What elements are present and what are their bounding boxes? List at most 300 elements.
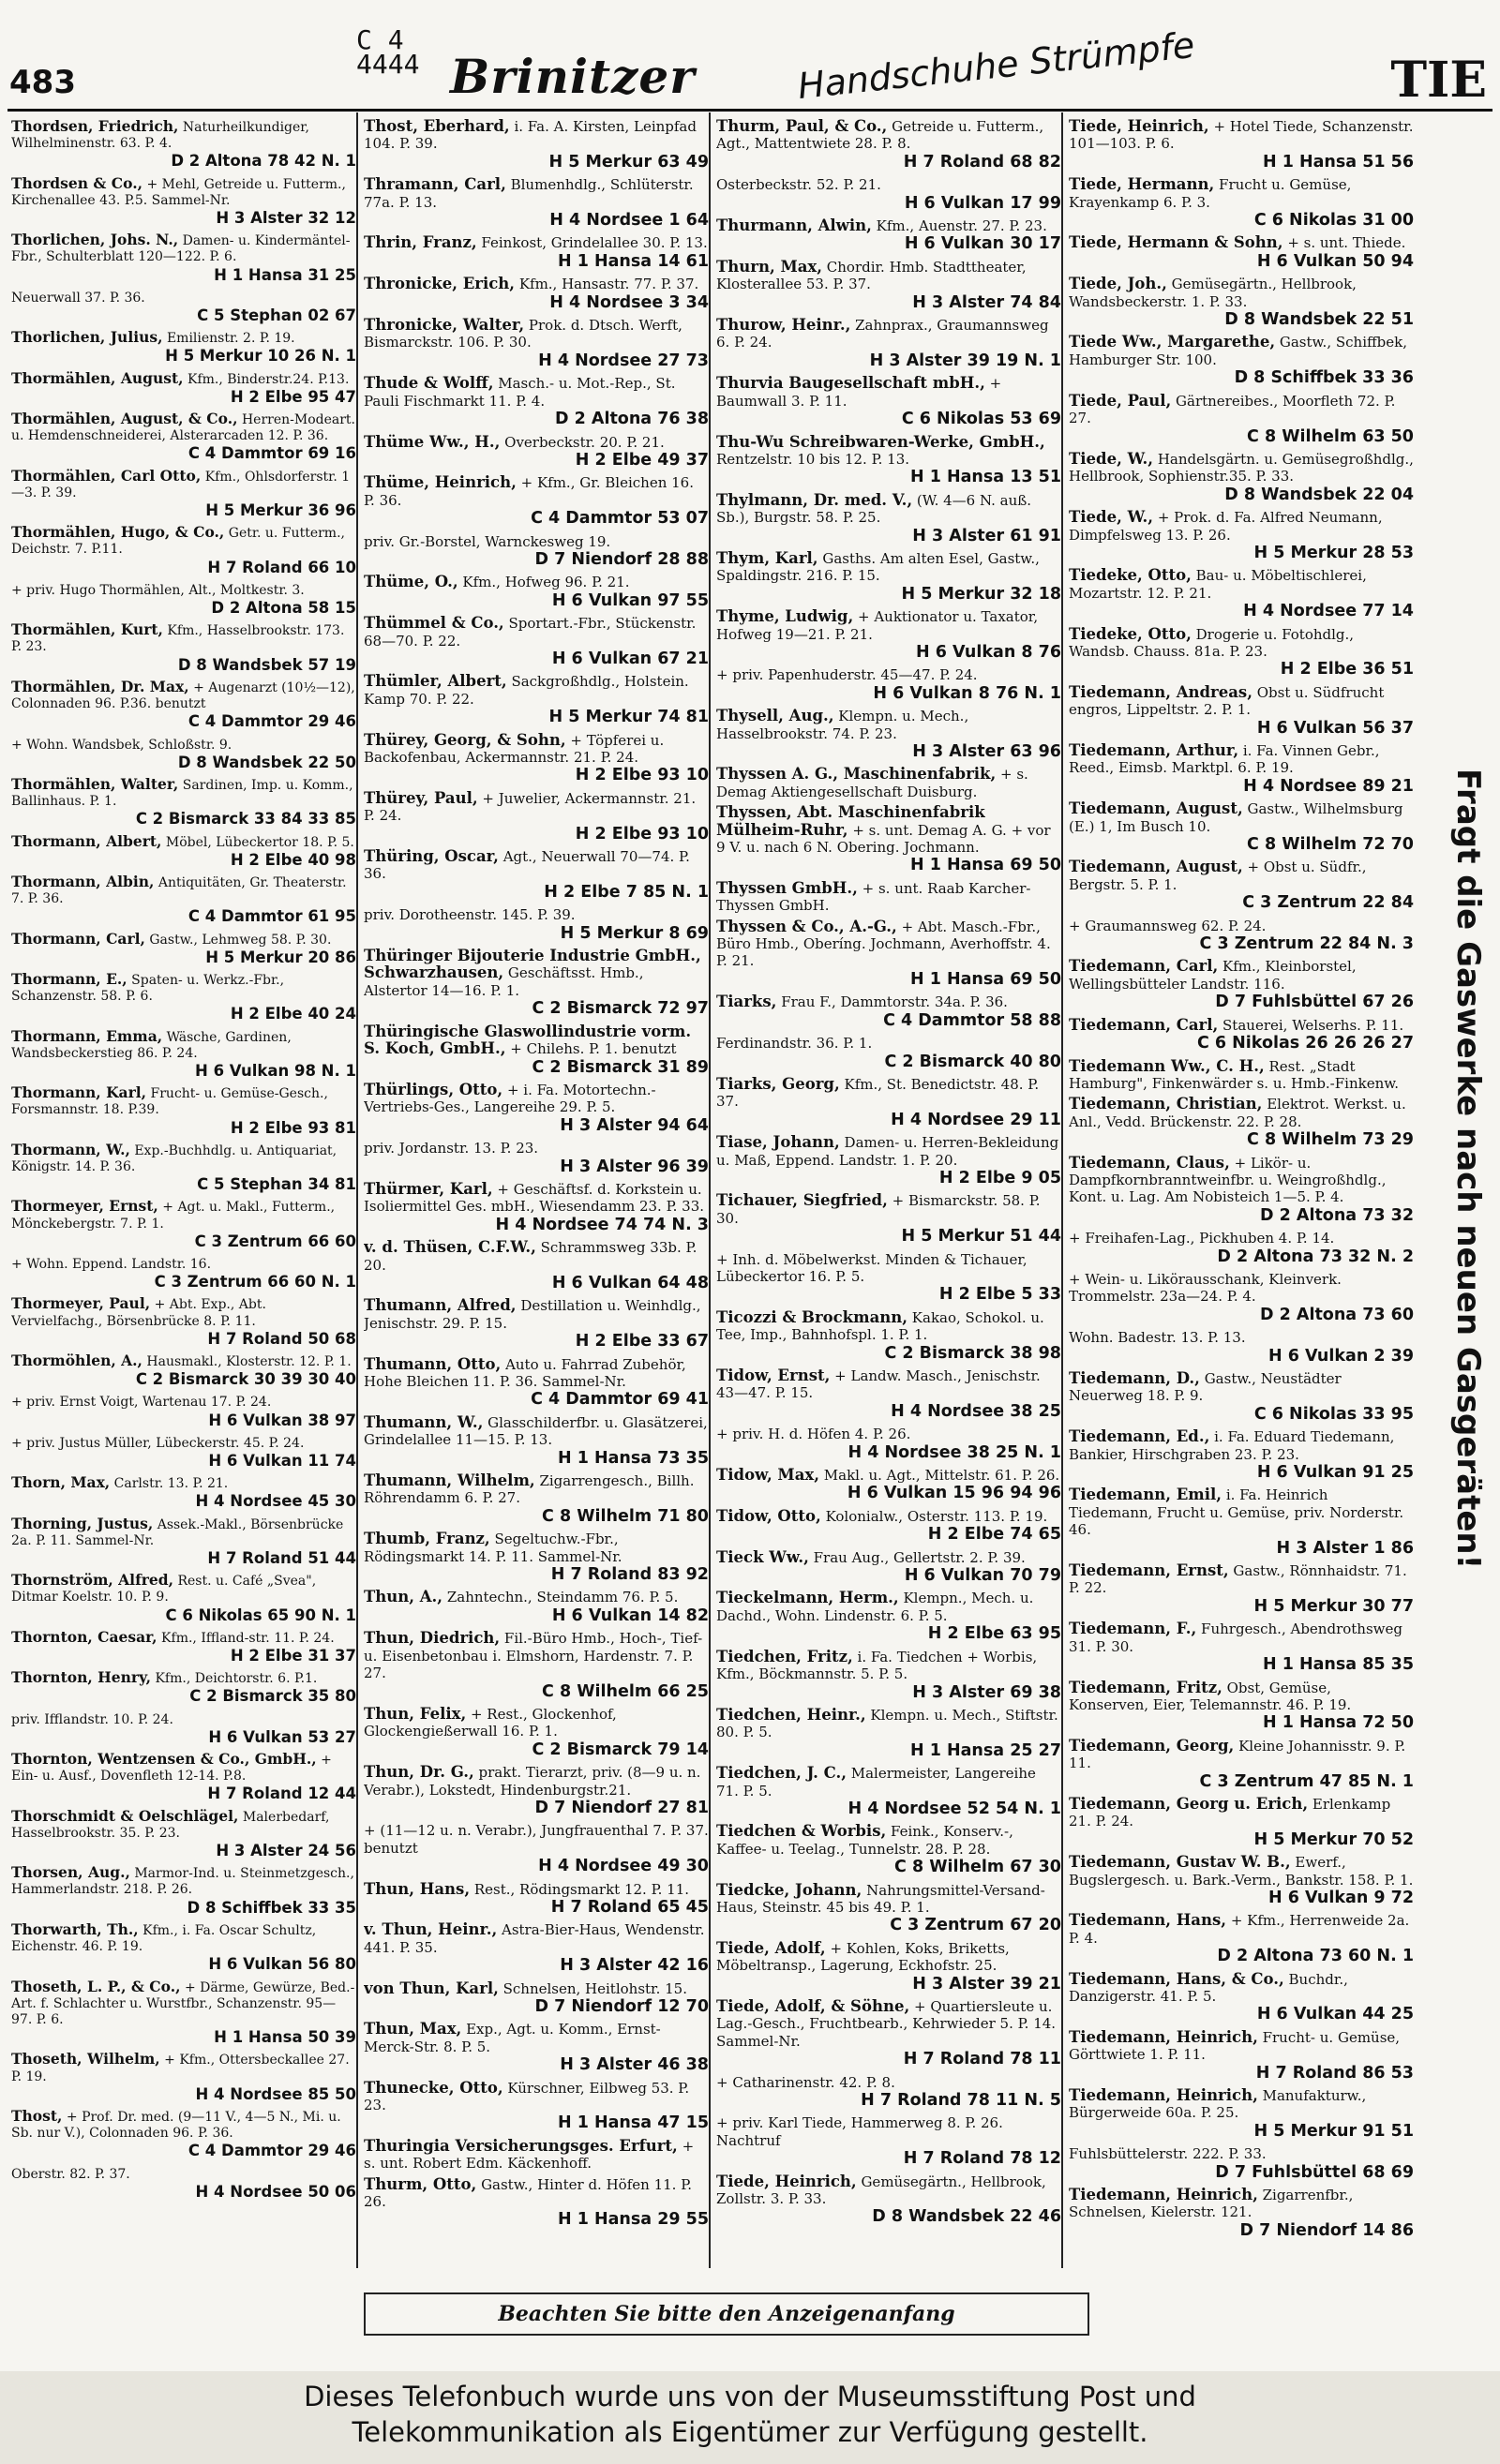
directory-entry [364,375,709,429]
directory-entry [716,259,1061,313]
entry-details: Sardinen, Imp. u. Komm., Ballinhaus. P. 1. [11,777,353,810]
directory-entry [716,118,1061,172]
directory-entry [716,993,1061,1031]
entry-text [716,1134,1061,1169]
entry-name: Tiedemann, Heinrich, [1069,2186,1258,2204]
entry-details: Gastw., Neustädter Neuerweg 18. P. 9. [1069,1370,1342,1405]
entry-text [1069,334,1414,368]
directory-entry [11,1669,356,1706]
entry-phone: H 6 Vulkan 8 76 N. 1 [873,683,1061,703]
directory-entry [364,176,709,231]
entry-details: Kakao, Schokol. u. Tee, Imp., Bahnhofspl. 1. P. 1. [716,1308,1044,1344]
entry-name: Thormählen, Carl Otto, [11,466,202,485]
entry-details: Naturheilkundiger, Wilhelminenstr. 63. P. 4. [11,120,309,152]
entry-text [364,790,709,825]
directory-entry [1069,509,1414,563]
entry-name: Tiede, W., [1069,449,1154,468]
entry-details: + Ein- u. Ausf., Dovenfleth 12-14. P.8. [11,1753,332,1785]
directory-entry [11,874,356,927]
entry-text [1069,393,1414,427]
directory-entry [364,434,709,471]
entry-name: Thormählen, Kurt, [11,620,163,639]
entry-text [364,615,709,650]
entry-details: Frau Aug., Gellertstr. 2. P. 39. [813,1548,1026,1566]
directory-entry [1069,1854,1414,1908]
entry-name: Thormählen, Dr. Max, [11,677,189,695]
entry-name: Tiarks, [716,993,777,1011]
directory-entry [1069,1738,1414,1792]
entry-phone: C 5 Stephan 34 81 [197,1175,356,1194]
directory-entry [11,1352,356,1389]
entry-phone: D 8 Wandsbek 22 51 [1224,310,1414,330]
directory-entry [364,1531,709,1585]
entry-text [364,375,709,410]
entry-details: Gastw., Wilhelmsburg (E.) 1, Im Busch 10. [1069,800,1403,835]
entry-phone: H 4 Nordsee 85 50 [195,2084,356,2103]
entry-details: + Kfm., Herrenweide 2a. P. 4. [1069,1912,1410,1947]
entry-text [364,1921,709,1956]
directory-entry [11,1921,356,1975]
entry-phone: H 7 Roland 68 82 [903,152,1061,172]
entry-text [716,608,1061,643]
directory-entry [11,175,356,229]
entry-details: + Catharinenstr. 42. P. 8. [716,2073,895,2091]
entry-phone: H 2 Elbe 93 81 [230,1118,356,1137]
entry-text [11,1255,356,1273]
entry-details: i. Fa. Heinrich Tiedemann, Frucht u. Gemüse, priv. Norderstr. 46. [1069,1486,1404,1539]
entry-details: Segeltuchw.-Fbr., Rödingsmarkt 14. P. 11. Sammel-Nr. [364,1531,622,1565]
entry-name: Thuringia Versicherungsges. Erfurt, [364,2136,678,2155]
entry-text [1069,684,1414,719]
directory-entry [716,2114,1061,2169]
entry-text [11,1710,356,1728]
entry-phone: H 5 Merkur 8 69 [560,923,709,943]
directory-entry [364,948,709,1020]
entry-text [364,848,709,883]
entry-text [716,1823,1061,1858]
entry-name: Thordsen, Friedrich, [11,118,179,135]
directory-entry [11,1084,356,1138]
entry-text [716,766,1061,800]
entry-details: priv. Gr.-Borstel, Warnckesweg 19. [364,532,611,550]
entry-text [11,524,356,558]
entry-text [11,1669,356,1687]
entry-details: + Kfm., Ottersbeckallee 27. P. 19. [11,2053,350,2084]
entry-text [1069,1738,1414,1772]
entry-name: Thurvia Baugesellschaft mbH., [716,374,985,393]
entry-name: Thorwarth, Th., [11,1919,139,1938]
entry-phone: H 2 Elbe 33 67 [575,1332,709,1351]
entry-text [716,1882,1061,1917]
footer-line-1: Dieses Telefonbuch wurde uns von der Museumsstiftung Post und [304,2381,1196,2412]
entry-name: Thormann, W., [11,1140,130,1158]
entry-text [364,533,709,550]
column-divider [709,112,711,2268]
entry-details: Frucht- u. Gemüse, Görttwiete 1. P. 11. [1069,2028,1401,2064]
entry-text [11,118,356,152]
entry-text [716,2114,1061,2149]
entry-phone: H 6 Vulkan 30 17 [904,234,1061,254]
entry-details: Schnelsen, Heitlohstr. 15. [502,1979,687,1997]
entry-details: Buchdr., Danzigerstr. 41. P. 5. [1069,1970,1348,2005]
directory-entry [364,2080,709,2134]
entry-phone: C 2 Bismarck 40 80 [884,1052,1061,1071]
directory-entry [11,776,356,829]
entry-details: Zigarrenfbr., Schnelsen, Kielerstr. 121. [1069,2187,1354,2221]
entry-phone: D 7 Fuhlsbüttel 68 69 [1215,2162,1414,2182]
directory-entry [364,848,709,903]
entry-name: Thorlichen, Julius, [11,328,163,347]
entry-details: priv. Jordanstr. 13. P. 23. [364,1140,539,1157]
directory-entry [1069,2145,1414,2183]
entry-details: + Wohn. Wandsbek, Schloßstr. 9. [11,737,232,753]
entry-text [364,1589,709,1605]
entry-text [716,492,1061,527]
entry-details: + Likör- u. Dampfkornbranntweinfbr. u. Weingroßhdlg., Kont. u. Lag. Am Nobisteich 1—5. P. 4. [1069,1154,1387,1206]
directory-entry [716,880,1061,915]
entry-details: + Mehl, Getreide u. Futterm., Kirchenallee 43. P.5. Sammel-Nr. [11,176,346,208]
directory-entry [364,1881,709,1919]
entry-details: Elektrot. Werkst. u. Anl., Vedd. Brückenstr. 22. P. 28. [1069,1096,1406,1130]
entry-phone: H 6 Vulkan 2 39 [1268,1346,1414,1366]
entry-text [1069,234,1414,251]
directory-column-2 [364,118,709,2274]
entry-text [1069,567,1414,602]
entry-text [364,1881,709,1898]
directory-entry [11,1979,356,2048]
entry-text [364,1630,709,1681]
entry-name: Tiedemann, August, [1069,799,1243,818]
entry-phone: H 6 Vulkan 50 94 [1256,251,1414,271]
entry-phone: H 3 Alster 94 64 [560,1115,709,1135]
entry-phone: D 7 Fuhlsbüttel 67 26 [1215,993,1414,1012]
entry-phone: H 4 Nordsee 49 30 [538,1857,709,1876]
entry-phone: H 6 Vulkan 15 96 94 96 [847,1484,1061,1503]
entry-phone: H 1 Hansa 47 15 [557,2113,709,2133]
entry-phone: C 4 Dammtor 29 46 [188,712,356,731]
directory-entry [11,1028,356,1082]
entry-text [1069,1058,1414,1093]
bottom-note: Beachten Sie bitte den Anzeigenanfang [364,2292,1089,2336]
entry-text [11,1751,356,1785]
directory-entry [1069,334,1414,388]
directory-entry [1069,1370,1414,1425]
entry-phone: H 6 Vulkan 64 48 [551,1273,709,1292]
entry-details: Gastw., Lehmweg 58. P. 30. [149,932,332,948]
entry-text [11,289,356,306]
directory-entry [11,118,356,172]
entry-text [716,217,1061,234]
directory-entry [11,468,356,521]
entry-name: Tiede, Joh., [1069,275,1167,293]
entry-phone: D 2 Altona 58 15 [211,599,356,618]
entry-phone: H 1 Hansa 31 25 [214,265,356,284]
entry-details: Chordir. Hmb. Stadttheater, Klosterallee 53. P. 37. [716,258,1027,293]
entry-text [716,1192,1061,1227]
entry-text [11,1084,356,1118]
entry-text [11,175,356,209]
entry-phone: C 4 Dammtor 61 95 [188,907,356,926]
entry-text [364,1297,709,1332]
header-rule [8,109,1492,112]
directory-entry [364,615,709,669]
entry-details: Kfm., Iffland-str. 11. P. 24. [161,1630,335,1646]
entry-details: + Kfm., Gr. Bleichen 16. P. 36. [364,474,694,509]
entry-details: Schrammsweg 33b. P. 20. [364,1239,698,1274]
directory-entry [716,492,1061,546]
entry-phone: H 4 Nordsee 27 73 [538,351,709,370]
entry-text [1069,1017,1414,1034]
entry-name: Thun, Max, [364,2020,462,2038]
entry-details: Zahnprax., Graumannsweg 6. P. 24. [716,317,1049,351]
directory-entry [1069,2029,1414,2083]
directory-entry [716,1549,1061,1587]
entry-text [716,1649,1061,1683]
entry-name: von Thun, Karl, [364,1979,499,1997]
entry-details: Fuhlsbüttelerstr. 222. P. 33. [1069,2145,1267,2163]
entry-name: Thumann, Wilhelm, [364,1471,535,1490]
entry-text [1069,1562,1414,1597]
directory-entry [716,708,1061,762]
entry-phone: D 7 Niendorf 12 70 [534,1997,709,2016]
entry-name: Thym, Karl, [716,548,818,567]
entry-name: Thormann, Carl, [11,929,145,948]
entry-name: Tieckelmann, Herm., [716,1589,899,1607]
entry-text [1069,1971,1414,2006]
entry-details: Rest. „Stadt Hamburg", Finkenwärder s. u. Hmb.-Finkenw. [1069,1057,1400,1092]
directory-entry [364,906,709,944]
entry-details: Blumenhdlg., Schlüterstr. 77a. P. 13. [364,176,694,211]
entry-text [11,1142,356,1175]
entry-text [364,1531,709,1565]
entry-name: Thrin, Franz, [364,233,477,252]
entry-details: Manufakturw., Bürgerweide 60a. P. 25. [1069,2087,1367,2122]
entry-name: Tiedemann, D., [1069,1369,1200,1387]
entry-name: Thüring, Oscar, [364,847,499,866]
entry-text [11,329,356,347]
directory-entry [716,1251,1061,1306]
entry-phone: H 4 Nordsee 1 64 [549,211,709,231]
entry-phone: H 5 Merkur 70 52 [1253,1829,1414,1849]
directory-column-4 [1069,118,1414,2274]
entry-text [716,2074,1061,2091]
entry-phone: H 6 Vulkan 56 80 [208,1955,356,1974]
footer-attribution [0,2371,1500,2464]
entry-name: Thüme, O., [364,573,458,591]
directory-entry [1069,1058,1414,1093]
entry-text [11,231,356,265]
entry-phone: D 8 Wandsbek 22 04 [1224,485,1414,504]
entry-text [716,1467,1061,1484]
entry-phone: C 8 Wilhelm 73 29 [1247,1130,1414,1150]
entry-phone: H 2 Elbe 7 85 N. 1 [544,882,709,902]
entry-phone: C 5 Stephan 02 67 [197,306,356,325]
entry-phone: C 6 Nikolas 33 95 [1253,1404,1414,1424]
entry-text [1069,1620,1414,1655]
entry-phone: D 2 Altona 73 60 N. 1 [1217,1947,1414,1966]
entry-details: priv. Dorotheenstr. 145. P. 39. [364,906,576,924]
entry-text [716,1035,1061,1052]
entry-name: Thormöhlen, A., [11,1351,142,1369]
entry-text [716,804,1061,856]
entry-name: Thost, Eberhard, [364,118,510,135]
directory-entry [11,2165,356,2202]
entry-name: Tiedchen, Heinr., [716,1705,866,1724]
entry-name: Tiedemann, August, [1069,858,1243,876]
entry-phone: H 6 Vulkan 56 37 [1256,718,1414,738]
entry-details: priv. Ifflandstr. 10. P. 24. [11,1711,173,1727]
entry-phone: H 6 Vulkan 67 21 [551,649,709,668]
entry-text [1069,2087,1414,2122]
entry-text [364,118,709,153]
directory-entry [716,317,1061,371]
directory-entry [11,1142,356,1195]
entry-text [11,1808,356,1842]
entry-details: + Freihafen-Lag., Pickhuben 4. P. 14. [1069,1230,1335,1247]
entry-details: Möbel, Lübeckertor 18. P. 5. [165,834,354,850]
directory-entry [11,524,356,577]
entry-phone: H 4 Nordsee 38 25 N. 1 [848,1442,1061,1462]
entry-details: Malerbedarf, Hasselbrookstr. 35. P. 23. [11,1809,330,1841]
entry-phone: H 3 Alster 46 38 [560,2055,709,2075]
entry-text [716,666,1061,683]
entry-name: Thude & Wolff, [364,374,494,393]
entry-phone: H 6 Vulkan 17 99 [904,193,1061,213]
entry-text [716,1549,1061,1566]
entry-text [716,1765,1061,1799]
directory-entry [11,1295,356,1349]
entry-phone: D 7 Niendorf 27 81 [534,1798,709,1817]
entry-details: Malermeister, Langereihe 71. P. 5. [716,1765,1036,1799]
entry-name: Tiede, Heinrich, [716,2172,857,2190]
entry-phone: C 3 Zentrum 66 60 [194,1232,356,1250]
entry-phone: H 6 Vulkan 8 76 [915,642,1061,662]
entry-text [364,1764,709,1799]
entry-name: Thüme Ww., H., [364,432,501,451]
entry-phone: H 1 Hansa 72 50 [1262,1713,1414,1733]
entry-details: Exp., Agt. u. Komm., Ernst-Merck-Str. 8. P. 5. [364,2021,661,2055]
entry-phone: H 1 Hansa 29 55 [557,2210,709,2230]
directory-entry [716,1940,1061,1994]
entry-text [11,1352,356,1370]
entry-details: Frucht- u. Gemüse-Gesch., Forsmannstr. 18. P.39. [11,1086,328,1118]
entry-name: Thylmann, Dr. med. V., [716,490,913,509]
directory-entry [364,317,709,371]
entry-name: Tiedemann, Heinrich, [1069,2086,1258,2105]
entry-text [11,971,356,1005]
directory-entry [1069,1620,1414,1675]
directory-entry [11,1864,356,1918]
entry-text [11,679,356,712]
directory-entry [1069,567,1414,621]
entry-phone: H 2 Elbe 5 33 [938,1285,1061,1305]
entry-name: Tiedeke, Otto, [1069,624,1192,643]
directory-entry [364,1822,709,1876]
directory-entry [1069,859,1414,913]
entry-details: + Hotel Tiede, Schanzenstr. 101—103. P. 6. [1069,118,1414,153]
entry-name: Thu-Wu Schreibwaren-Werke, GmbH., [716,432,1045,451]
entry-text [716,1940,1061,1975]
entry-details: + Quartiersleute u. Lag.-Gesch., Fruchtbearb., Kehrwieder 5. P. 14. Sammel-Nr. [716,1998,1057,2050]
entry-name: Thoseth, Wilhelm, [11,2050,160,2068]
entry-name: Thunecke, Otto, [364,2078,503,2097]
entry-name: Tichauer, Siegfried, [716,1191,888,1210]
entry-phone: H 2 Elbe 31 37 [230,1647,356,1665]
entry-details: + Inh. d. Möbelwerkst. Minden & Tichauer, Lübeckertor 16. P. 5. [716,1250,1028,1285]
alphabet-range: TIE [1390,52,1487,109]
entry-details: Makl. u. Agt., Mittelstr. 61. P. 26. [823,1467,1060,1485]
entry-name: Thoseth, L. P., & Co., [11,1977,181,1995]
directory-entry [1069,1096,1414,1150]
entry-details: + Landw. Masch., Jenischstr. 43—47. P. 15. [716,1367,1041,1402]
directory-entry [716,608,1061,663]
directory-entry [11,931,356,967]
directory-entry [364,1706,709,1760]
entry-phone: H 7 Roland 50 68 [207,1329,356,1348]
entry-details: + priv. Papenhuderstr. 45—47. P. 24. [716,666,978,684]
entry-text [11,1864,356,1898]
entry-phone: H 3 Alster 96 39 [560,1157,709,1176]
entry-details: + Geschäftsf. d. Korkstein u. Isoliermittel Ges. mbH., Wiesendamm 23. P. 33. [364,1180,705,1216]
directory-entry [364,1297,709,1351]
header-slogan: Handschuhe Strümpfe [795,23,1197,108]
entry-text [716,118,1061,153]
entry-name: Thronicke, Erich, [364,275,516,293]
entry-phone: H 4 Nordsee 50 06 [195,2182,356,2201]
entry-details: Kleine Johannisstr. 9. P. 11. [1069,1737,1406,1772]
entry-text [11,2108,356,2142]
directory-entry [716,1707,1061,1761]
entry-text [1069,509,1414,544]
entry-details: Glasschilderfbr. u. Glasätzerei, Grindelallee 11—15. P. 13. [364,1413,708,1449]
entry-phone: H 5 Merkur 91 51 [1253,2121,1414,2141]
entry-phone: H 5 Merkur 32 18 [901,584,1061,604]
entry-name: Thumann, Alfred, [364,1296,517,1315]
directory-entry [716,1035,1061,1072]
directory-entry [11,1434,356,1471]
directory-entry [364,1764,709,1818]
directory-entry [11,621,356,675]
entry-phone: C 4 Dammtor 69 16 [188,444,356,463]
entry-details: + Graumannsweg 62. P. 24. [1069,917,1267,934]
entry-phone: H 4 Nordsee 89 21 [1243,776,1414,796]
directory-entry [716,918,1061,991]
entry-phone: C 8 Wilhelm 67 30 [894,1858,1061,1877]
entry-phone: D 2 Altona 76 38 [555,410,709,429]
entry-name: Tiedemann, Fritz, [1069,1678,1222,1696]
entry-text [716,317,1061,351]
directory-entry [364,790,709,844]
directory-entry [1069,1971,1414,2025]
entry-name: Tidow, Max, [716,1466,819,1485]
entry-details: + Rest., Glockenhof, Glockengießerwall 16. P. 1. [364,1705,617,1740]
directory-entry [11,329,356,366]
entry-name: Tiede, Hermann, [1069,175,1215,194]
entry-name: Thümmel & Co., [364,614,504,633]
entry-name: Thorschmidt & Oelschlägel, [11,1806,239,1825]
entry-details: Kfm., i. Fa. Oscar Schultz, Eichenstr. 46. P. 19. [11,1922,317,1955]
entry-phone: C 6 Nikolas 31 00 [1253,211,1414,231]
entry-details: Zahntechn., Steindamm 76. P. 5. [446,1589,679,1606]
entry-phone: H 7 Roland 51 44 [207,1549,356,1568]
entry-text [716,259,1061,293]
entry-details: + Bismarckstr. 58. P. 30. [716,1192,1041,1227]
directory-entry [1069,2187,1414,2241]
directory-entry [11,679,356,732]
entry-text [11,411,356,444]
entry-details: Exp.-Buchhdlg. u. Antiquariat, Königstr. 14. P. 36. [11,1142,338,1174]
entry-details: + Juwelier, Ackermannstr. 21. P. 24. [364,789,697,825]
